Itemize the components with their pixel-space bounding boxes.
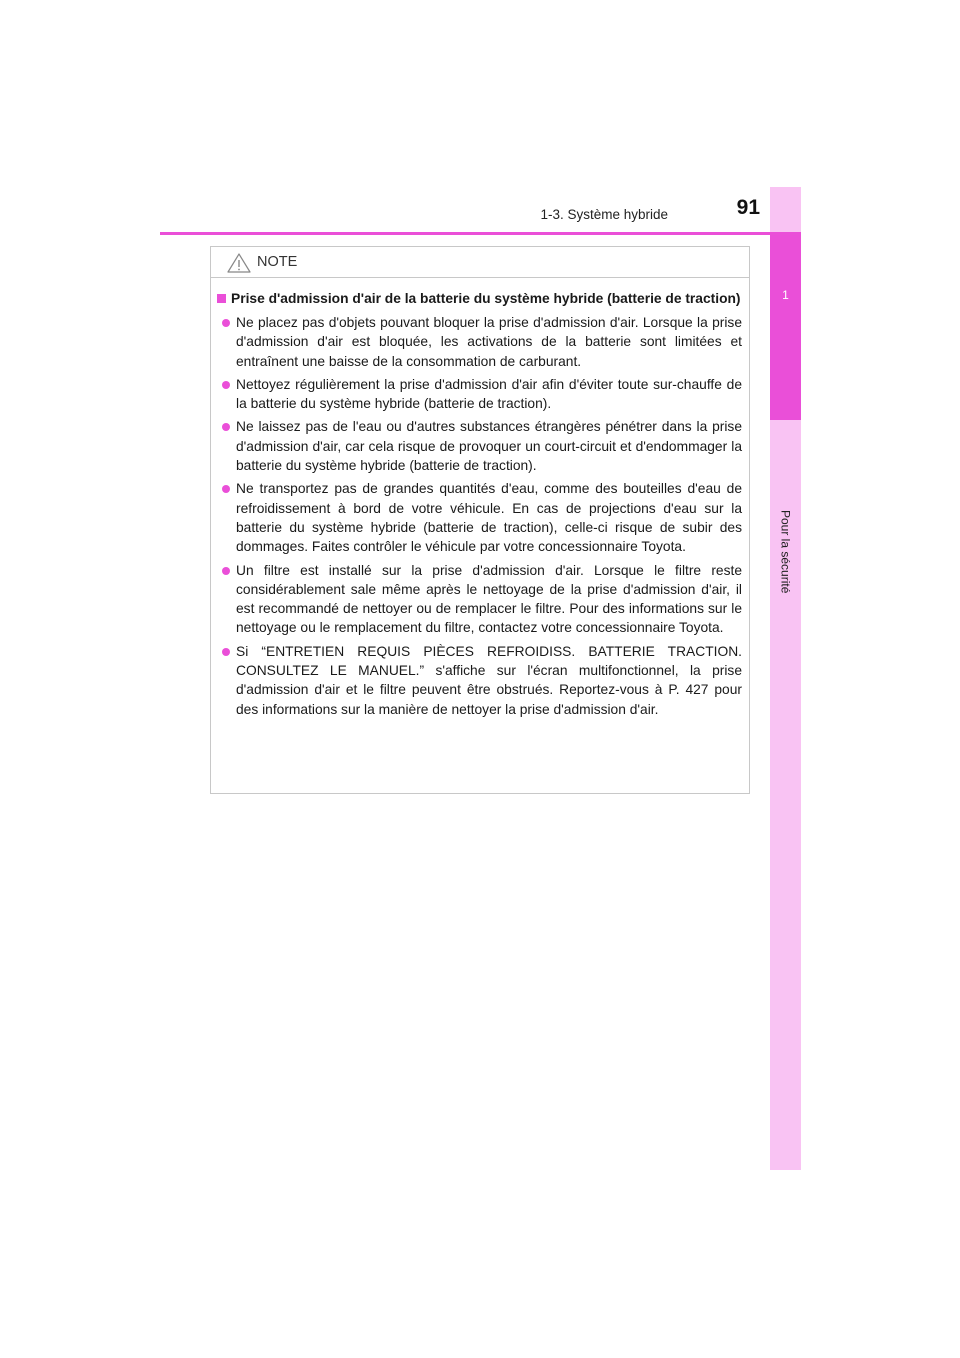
list-item-text: Si “ENTRETIEN REQUIS PIÈCES REFROIDISS. BATTERIE TRACTION. CONSULTEZ LE MANUEL.” s'affiche sur l'écran multifonctionnel, la prise d'admission d'air et le filtre peuvent être obstrués. Reportez-vous à P. 427 pour des informations sur la manière de nettoyer la prise d'admission d'air. (236, 643, 742, 717)
bullet-dot-icon (222, 319, 230, 327)
list-item-text: Un filtre est installé sur la prise d'admission d'air. Lorsque le filtre reste considérablement sale même après le nettoyage de la prise d'admission d'air, il est recommandé de nettoyer ou de remplacer le filtre. Pour des informations sur le nettoyage ou le remplacement du filtre, contactez votre concessionnaire Toyota. (236, 562, 742, 636)
note-body (211, 278, 749, 719)
bullet-dot-icon (222, 423, 230, 431)
square-bullet-icon (217, 294, 226, 303)
chapter-number: 1 (782, 288, 789, 302)
list-item-text: Ne transportez pas de grandes quantités d'eau, comme des bouteilles d'eau de refroidissement à bord de votre véhicule. En cas de projections d'eau sur la batterie du système hybride (batterie de traction), celle-ci risque de subir des dommages. Faites contrôler le véhicule par votre concessionnaire Toyota. (236, 481, 742, 555)
header-rule (160, 232, 801, 235)
chapter-label-wrap (770, 510, 801, 640)
note-title: NOTE (257, 254, 298, 270)
list-item (217, 375, 742, 414)
bullet-dot-icon (222, 567, 230, 575)
list-item-text: Nettoyez régulièrement la prise d'admission d'air afin d'éviter toute sur-chauffe de la batterie du système hybride (batterie de traction). (236, 376, 742, 412)
note-box (210, 246, 750, 794)
list-item (217, 313, 742, 371)
list-item (217, 561, 742, 638)
list-item (217, 479, 742, 556)
list-item-text: Ne laissez pas de l'eau ou d'autres substances étrangères pénétrer dans la prise d'admission d'air, car cela risque de provoquer un court-circuit et d'endommager la batterie du système hybride (batterie de traction). (236, 419, 742, 474)
page-number: 91 (736, 196, 760, 219)
bullet-dot-icon (222, 485, 230, 493)
note-header (211, 247, 749, 278)
list-item (217, 417, 742, 475)
bullet-dot-icon (222, 648, 230, 656)
bullet-dot-icon (222, 381, 230, 389)
chapter-side-tab-active[interactable] (770, 234, 801, 420)
list-item (217, 642, 742, 719)
note-subheading (217, 289, 742, 309)
list-item-text: Ne placez pas d'objets pouvant bloquer la prise d'admission d'air. Lorsque la prise d'admission d'air est bloquée, les activations de la batterie sont limitées et entraînent une baisse de la consommation de carburant. (236, 315, 742, 369)
chapter-label: Pour la sécurité (778, 510, 793, 594)
warning-triangle-icon (227, 253, 251, 273)
section-title: 1-3. Système hybride (540, 207, 668, 222)
subheading-text: Prise d'admission d'air de la batterie du système hybride (batterie de traction) (231, 291, 741, 306)
